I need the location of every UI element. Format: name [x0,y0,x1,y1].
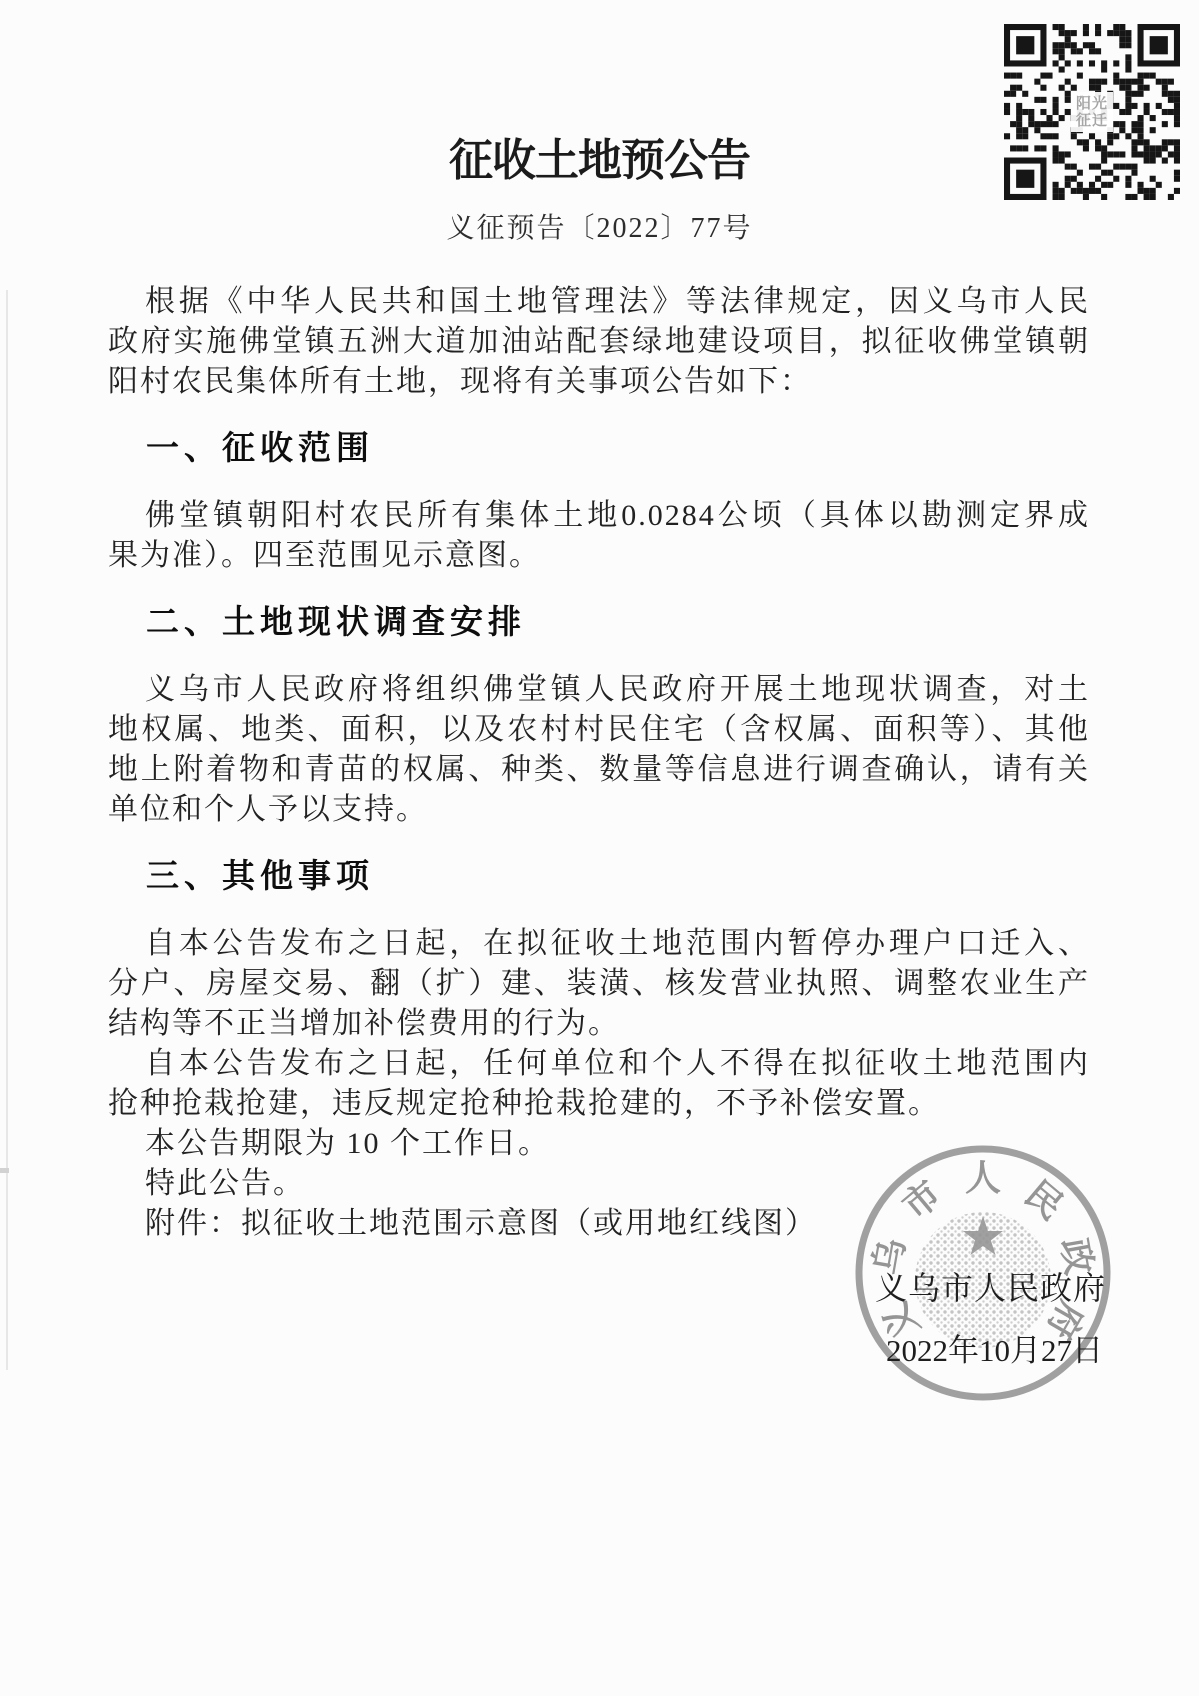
section-heading: 二、土地现状调查安排 [146,603,526,640]
svg-text:市: 市 [895,1173,949,1228]
svg-text:人: 人 [964,1158,1002,1198]
svg-text:乌: 乌 [866,1235,913,1278]
qr-label [1071,92,1113,132]
qr-code [1004,24,1180,200]
svg-text:府: 府 [1038,1294,1092,1347]
section-heading: 三、其他事项 [146,857,374,894]
document-title: 征收土地预公告 [449,136,750,185]
scan-artifact [0,1168,9,1173]
paragraph-line: 阳村农民集体所有土地，现将有关事项公告如下： [108,365,812,398]
svg-text:政: 政 [1053,1235,1100,1278]
paragraph-line: 本公告期限为 10 个工作日。 [145,1127,550,1160]
document-number: 义征预告〔2022〕77号 [446,213,753,244]
paragraph-line: 自本公告发布之日起，任何单位和个人不得在拟征收土地范围内 [145,1047,1090,1080]
svg-text:义: 义 [874,1294,928,1347]
paragraph-line: 抢种抢栽抢建，违反规定抢种抢栽抢建的，不予补偿安置。 [108,1087,940,1120]
paragraph-line: 单位和个人予以支持。 [108,793,428,826]
paragraph-line: 义乌市人民政府将组织佛堂镇人民政府开展土地现状调查，对土 [145,673,1090,706]
paragraph-line: 果为准）。四至范围见示意图。 [108,539,541,572]
document-body [108,282,1106,1373]
section-heading: 一、征收范围 [146,429,374,466]
paragraph-line: 地上附着物和青苗的权属、种类、数量等信息进行调查确认，请有关 [108,753,1090,786]
paragraph-line: 自本公告发布之日起，在拟征收土地范围内暂停办理户口迁入、 [145,927,1090,960]
paragraph-line: 附件：拟征收土地范围示意图（或用地红线图） [145,1207,817,1240]
scan-artifact [6,290,8,1370]
paragraph-line: 特此公告。 [145,1167,305,1200]
paragraph-line: 分户、房屋交易、翻（扩）建、装潢、核发营业执照、调整农业生产 [108,967,1090,1000]
svg-text:民: 民 [1017,1173,1071,1228]
paragraph-line: 政府实施佛堂镇五洲大道加油站配套绿地建设项目，拟征收佛堂镇朝 [108,325,1090,358]
paragraph-line: 根据《中华人民共和国土地管理法》等法律规定，因义乌市人民 [145,285,1090,318]
paragraph-line: 佛堂镇朝阳村农民所有集体土地0.0284公顷（具体以勘测定界成 [145,499,1090,532]
qr-label-line1: 阳光 [1075,95,1109,112]
issue-date: 2022年10月27日 [886,1333,1103,1368]
signature-issuer: 义乌市人民政府 [874,1270,1106,1306]
paragraph-line: 地权属、地类、面积，以及农村村民住宅（含权属、面积等）、其他 [108,713,1090,746]
qr-label-line2: 征迁 [1075,112,1109,129]
paragraph-line: 结构等不正当增加补偿费用的行为。 [108,1007,620,1040]
